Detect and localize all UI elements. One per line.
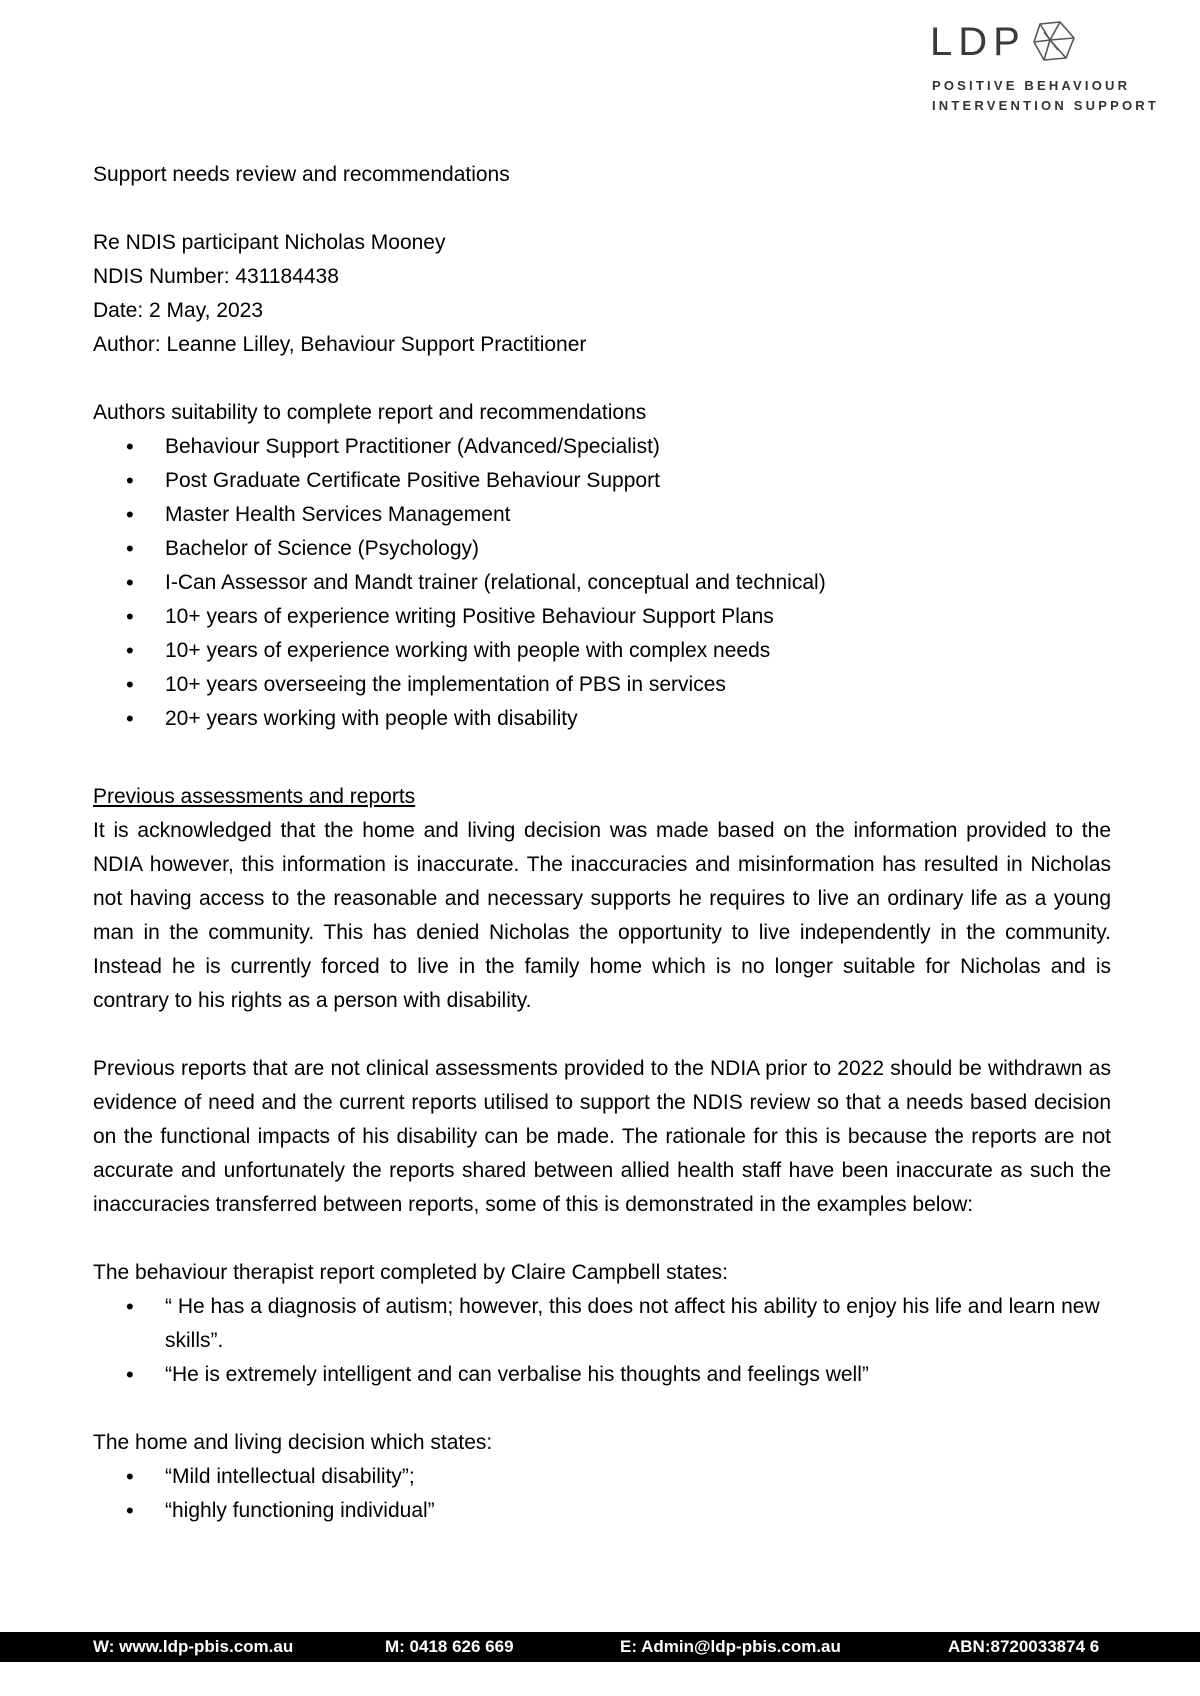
list-item: • 20+ years working with people with disability: [93, 702, 1111, 736]
date-line: Date: 2 May, 2023: [93, 299, 264, 322]
ndis-number-line: NDIS Number: 431184438: [93, 265, 339, 288]
company-logo: [930, 18, 1160, 113]
footer-bar: [0, 1632, 1200, 1662]
list-item: • “He is extremely intelligent and can verbalise his thoughts and feelings well”: [93, 1358, 1111, 1392]
logo-letters: LDP: [930, 20, 1026, 64]
list-item: • 10+ years overseeing the implementation of PBS in services: [93, 668, 1111, 702]
previous-paragraph-2: Previous reports that are not clinical assessments provided to the NDIA prior to 2022 should be withdrawn as evidence of need and the current reports utilised to support the NDIS review so that a needs based decision on the functional impacts of his disability can be made. The rationale for this is because the reports are not accurate and unfortunately the reports shared between allied health staff have been inaccurate as such the inaccuracies transferred between reports, some of this is demonstrated in the examples below:: [93, 1057, 1111, 1216]
participant-line: Re NDIS participant Nicholas Mooney: [93, 231, 446, 254]
previous-assessments-heading: Previous assessments and reports: [93, 785, 416, 808]
footer-mobile: M: 0418 626 669: [385, 1637, 514, 1656]
logo-tagline-2: INTERVENTION SUPPORT: [932, 98, 1160, 113]
list-item: • Bachelor of Science (Psychology): [93, 532, 1111, 566]
list-item: • 10+ years of experience working with people with complex needs: [93, 634, 1111, 668]
page-title: Support needs review and recommendations: [93, 163, 510, 186]
previous-paragraph-1: It is acknowledged that the home and living decision was made based on the information provided to the NDIA however, this information is inaccurate. The inaccuracies and misinformation has resulted in Nicholas not having access to the reasonable and necessary supports he requires to live an ordinary life as a young man in the community. This has denied Nicholas the opportunity to live independently in the community. Instead he is currently forced to live in the family home which is no longer suitable for Nicholas and is contrary to his rights as a person with disability.: [93, 819, 1111, 1012]
therapist-quotes-list: [93, 1290, 1111, 1392]
list-item: • Master Health Services Management: [93, 498, 1111, 532]
logo-tagline-1: POSITIVE BEHAVIOUR: [932, 78, 1131, 93]
document-body: [93, 158, 1111, 1528]
therapist-intro: The behaviour therapist report completed by Claire Campbell states:: [93, 1261, 728, 1284]
list-item: • 10+ years of experience writing Positive Behaviour Support Plans: [93, 600, 1111, 634]
list-item: • Behaviour Support Practitioner (Advanced/Specialist): [93, 430, 1111, 464]
geometric-logo-icon: [1030, 20, 1078, 64]
footer-email: E: Admin@ldp-pbis.com.au: [620, 1637, 841, 1656]
footer-website: W: www.ldp-pbis.com.au: [93, 1637, 294, 1656]
author-line: Author: Leanne Lilley, Behaviour Support Practitioner: [93, 333, 587, 356]
list-item: • I-Can Assessor and Mandt trainer (relational, conceptual and technical): [93, 566, 1111, 600]
footer-abn: ABN:8720033874 6: [948, 1637, 1100, 1656]
list-item: • Post Graduate Certificate Positive Behaviour Support: [93, 464, 1111, 498]
decision-quotes-list: [93, 1460, 1111, 1528]
list-item: • “ He has a diagnosis of autism; however, this does not affect his ability to enjoy his life and learn new skills”.: [93, 1290, 1111, 1358]
list-item: • “Mild intellectual disability”;: [93, 1460, 1111, 1494]
decision-intro: The home and living decision which states:: [93, 1431, 493, 1454]
list-item: • “highly functioning individual”: [93, 1494, 1111, 1528]
suitability-heading: Authors suitability to complete report and recommendations: [93, 401, 647, 424]
suitability-list: [93, 430, 1111, 736]
